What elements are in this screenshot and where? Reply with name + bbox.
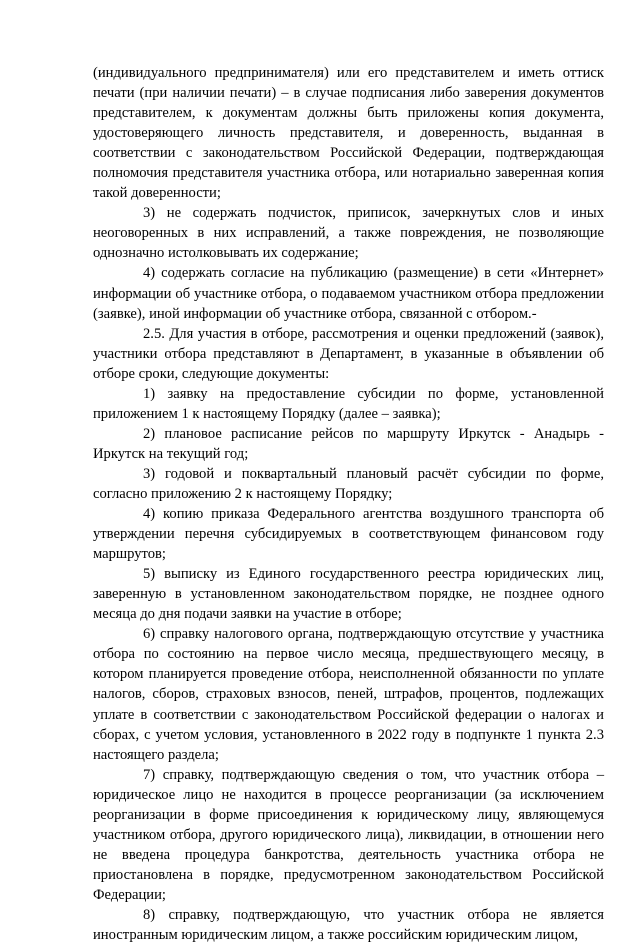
paragraph-item-4: 4) содержать согласие на публикацию (размещение) в сети «Интернет» информации об участнике отбора, о подаваемом участником отбора предложении (заявке), иной информации об участнике отбора, связанной с отбором.- (93, 265, 604, 322)
paragraph-item-3: 3) не содержать подчисток, приписок, зачеркнутых слов и иных неоговоренных в них исправлений, а также повреждения, не позволяющие однозначно истолковывать их содержание; (93, 205, 604, 262)
list-item-1: 1) заявку на предоставление субсидии по форме, установленной приложением 1 к настоящему Порядку (далее – заявка); (93, 385, 604, 422)
list-item-7: 7) справку, подтверждающую сведения о том, что участник отбора – юридическое лицо не находится в процессе реорганизации (за исключением реорганизации в форме присоединения к юридическому лицу, являющемуся участником отбора, другого юридического лица), ликвидации, в отношении него не введена процедура банкротства, деятельность участника отбора не приостановлена в порядке, предусмотренном законодательством Российской Федерации; (93, 766, 604, 903)
list-item-4: 4) копию приказа Федерального агентства воздушного транспорта об утверждении перечня субсидируемых в соответствующем финансовом году маршрутов; (93, 506, 604, 563)
list-item-6: 6) справку налогового органа, подтверждающую отсутствие у участника отбора по состоянию на первое число месяца, предшествующего месяцу, в котором планируется проведение отбора, неисполненной обязанности по уплате налогов, сборов, страховых взносов, пеней, штрафов, процентов, подлежащих уплате в соответствии с законодательством Российской федерации о налогах и сборах, с учетом условия, установленного в 2022 году в подпункте 1 пункта 2.3 настоящего раздела; (93, 626, 604, 763)
paragraph-continuation: (индивидуального предпринимателя) или его представителем и иметь оттиск печати (при наличии печати) – в случае подписания либо заверения документов представителем, к документам должны быть приложены копия документа, удостоверяющего личность представителя, и доверенность, выданная в соответствии с законодательством Российской Федерации, подтверждающая полномочия представителя участника отбора, или нотариально заверенная копия такой доверенности; (93, 65, 604, 202)
list-item-5: 5) выписку из Единого государственного реестра юридических лиц, заверенную в установленном законодательством порядке, не позднее одного месяца до дня подачи заявки на участие в отборе; (93, 566, 604, 623)
list-item-3: 3) годовой и поквартальный плановый расчёт субсидии по форме, согласно приложению 2 к настоящему Порядку; (93, 465, 604, 502)
paragraph-section-2-5: 2.5. Для участия в отборе, рассмотрения и оценки предложений (заявок), участники отбора представляют в Департамент, в указанные в объявлении об отборе сроки, следующие документы: (93, 325, 604, 382)
document-body (93, 63, 604, 945)
list-item-2: 2) плановое расписание рейсов по маршруту Иркутск - Анадырь - Иркутск на текущий год; (93, 425, 604, 462)
list-item-8: 8) справку, подтверждающую, что участник отбора не является иностранным юридическим лицом, а также российским юридическим лицом, (93, 906, 604, 944)
